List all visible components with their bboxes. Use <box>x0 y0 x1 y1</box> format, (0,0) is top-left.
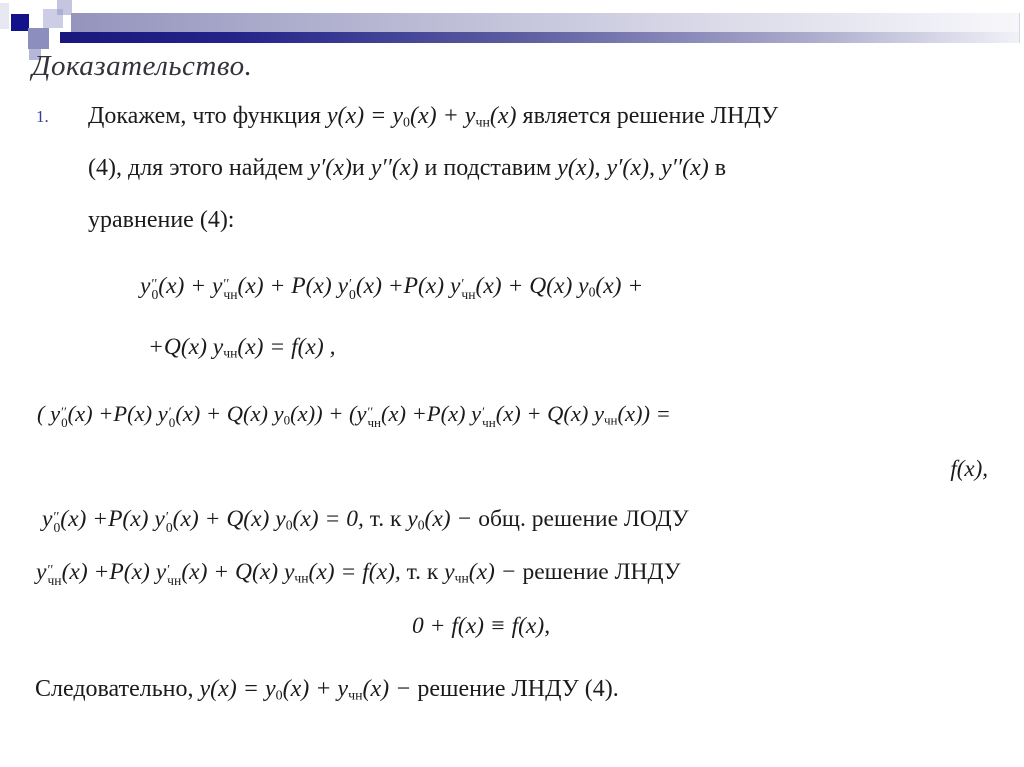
equation-grouped-terms-rhs: f(x), <box>950 456 988 481</box>
equation-substitution-part-1: y ′′ 0 (x) + y ′′ чн (x) + P(x) y ′ 0 (x) +P(x) y ′ чн (x) + Q(x) $y_0(x)$ + <box>140 273 644 303</box>
conclusion-line: Следовательно, $y(x) = y_0(x) + y_{чн}(x)$ − решение ЛНДУ (4). <box>35 676 619 704</box>
intro-line-3: уравнение (4): <box>88 207 235 233</box>
intro-line-2: (4), для этого найдем y′(x)и y′′(x) и подставим y(x), y′(x), y′′(x) в <box>88 155 727 181</box>
header-bar-bottom <box>60 32 1020 43</box>
slide-title: Доказательство. <box>32 50 253 82</box>
decor-square-navy <box>11 14 29 31</box>
equation-substitution-part-2: +Q(x) $y_{чн}(x) = f(x)$ , <box>148 334 336 361</box>
equation-lndu-solution: y ′′ чн (x) +P(x) y ′ чн (x) + Q(x) $y_{чн}(x) = f(x)$, т. к $y_{чн}(x)$ − решение ЛНДУ <box>36 559 681 589</box>
decor-square-pale <box>0 3 9 29</box>
decor-square-light-2 <box>57 0 72 15</box>
equation-lodu-solution: y ′′ 0 (x) +P(x) y ′ 0 (x) + Q(x) $y_0(x) = 0$, т. к $y_0(x)$ − общ. решение ЛОДУ <box>42 506 689 536</box>
decor-square-mid <box>28 28 49 49</box>
equation-identity: 0 + f(x) ≡ f(x), <box>412 613 551 639</box>
header-bar-top <box>71 13 1020 32</box>
list-item-number: 1. <box>36 107 49 126</box>
equation-grouped-terms: ( y ′′ 0 (x) +P(x) y ′ 0 (x) + Q(x) $y_0(x)) + (y$ ′′ чн (x) +P(x) y ′ чн (x) + Q(x) $y_{чн}(x)$) = <box>37 401 671 430</box>
intro-line-1: Докажем, что функция $y(x) = y_0(x) + y_{чн}(x)$ является решение ЛНДУ <box>88 103 779 131</box>
